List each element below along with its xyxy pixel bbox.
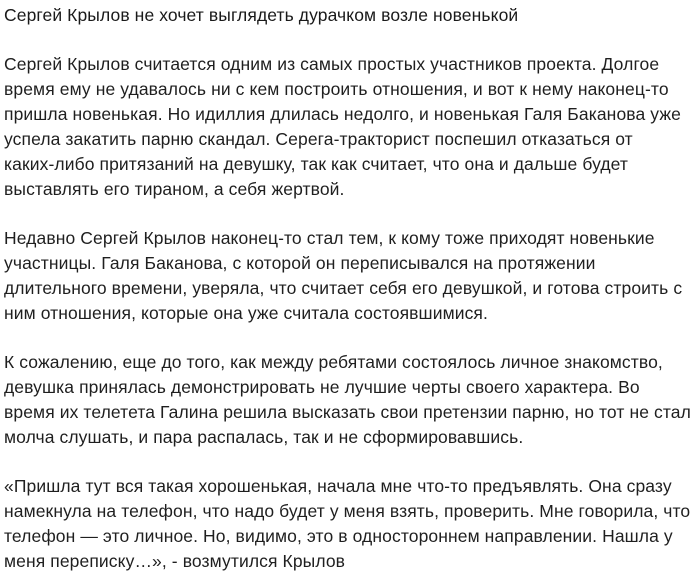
paragraph-3 — [4, 350, 694, 450]
paragraph-line: длительного времени, уверяла, что считает себя его девушкой, и готова строить с — [4, 278, 683, 298]
paragraph-line: телефон — это личное. Но, видимо, это в одностороннем направлении. Нашла у — [4, 526, 673, 546]
paragraph-line: успела закатить парню скандал. Серега-тракторист поспешил отказаться от — [4, 129, 633, 149]
paragraph-line: пришла новенькая. Но идиллия длилась недолго, и новенькая Галя Баканова уже — [4, 104, 681, 124]
paragraph-line: ним отношения, которые она уже считала состоявшимися. — [4, 303, 488, 323]
paragraph-line: «Пришла тут вся такая хорошенькая, начала мне что-то предъявлять. Она сразу — [4, 476, 672, 496]
article — [4, 0, 694, 574]
paragraph-line: девушка принялась демонстрировать не лучшие черты своего характера. Во — [4, 377, 640, 397]
paragraph-line: каких-либо притязаний на девушку, так как считает, что она и дальше будет — [4, 154, 629, 174]
paragraph-line: молча слушать, и пара распалась, так и не сформировавшись. — [4, 427, 524, 447]
paragraph-line: меня переписку…», - возмутился Крылов — [4, 551, 346, 571]
paragraph-line: К сожалению, еще до того, как между ребятами состоялось личное знакомство, — [4, 352, 663, 372]
paragraph-line: Недавно Сергей Крылов наконец-то стал тем, к кому тоже приходят новенькие — [4, 228, 655, 248]
quote-paragraph — [4, 474, 694, 574]
article-headline: Сергей Крылов не хочет выглядеть дурачком возле новенькой — [4, 5, 519, 25]
paragraph-1 — [4, 52, 694, 202]
paragraph-line: намекнула на телефон, что надо будет у меня взять, проверить. Мне говорила, что — [4, 501, 691, 521]
paragraph-line: Сергей Крылов считается одним из самых простых участников проекта. Долгое — [4, 54, 660, 74]
paragraph-line: участницы. Галя Баканова, с которой он переписывался на протяжении — [4, 253, 596, 273]
paragraph-2 — [4, 226, 694, 326]
paragraph-line: выставлять его тираном, а себя жертвой. — [4, 179, 345, 199]
paragraph-line: время ему не удавалось ни с кем построить отношения, и вот к нему наконец-то — [4, 79, 669, 99]
paragraph-line: время их телетета Галина решила высказать свои претензии парню, но тот не стал — [4, 402, 691, 422]
